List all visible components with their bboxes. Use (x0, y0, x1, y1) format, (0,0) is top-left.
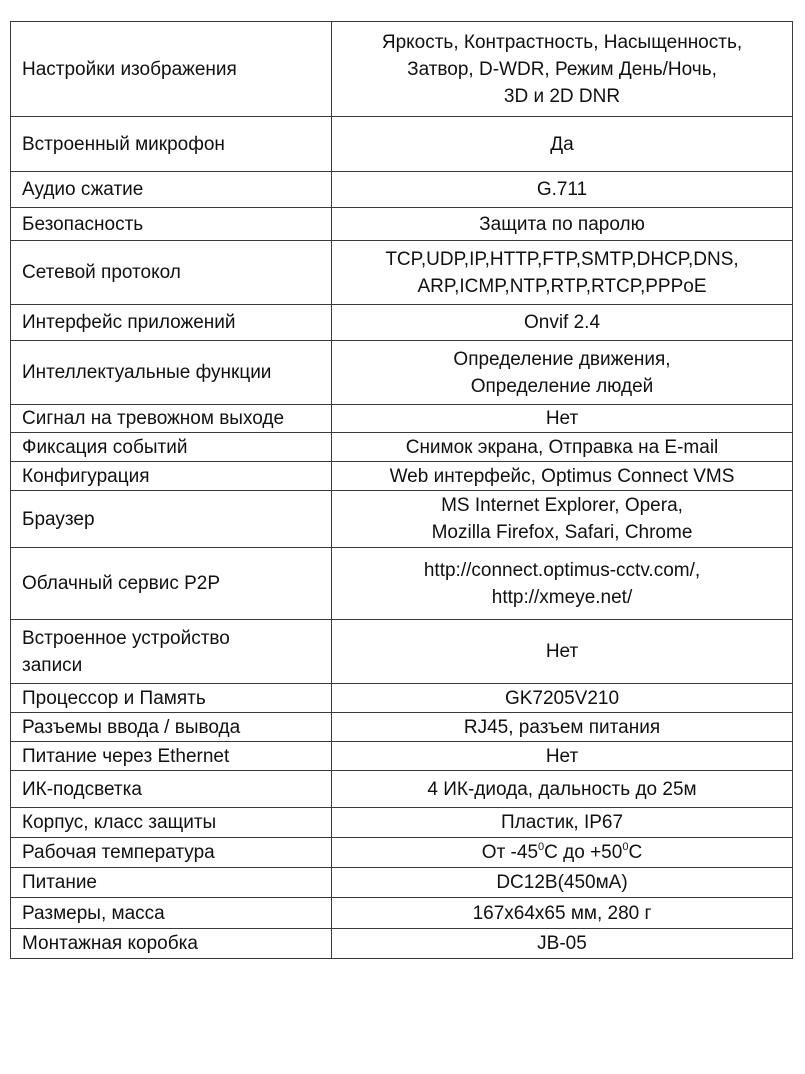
spec-value (332, 838, 793, 868)
spec-label: Интеллектуальные функции (11, 341, 332, 405)
table-row (11, 172, 793, 208)
spec-value-line: 3D и 2D DNR (503, 85, 621, 107)
spec-value (332, 620, 793, 684)
spec-value-line: http://xmeye.net/ (491, 586, 633, 608)
spec-value-line: Защита по паролю (479, 213, 645, 235)
temperature-middle: С до +50 (544, 842, 623, 863)
spec-value-line: Нет (545, 641, 579, 662)
spec-value (332, 172, 793, 208)
degree-superscript: 0 (538, 840, 545, 853)
spec-value-line: RJ45, разъем питания (463, 716, 661, 738)
spec-value-line: Яркость, Контрастность, Насыщенность, (381, 31, 743, 53)
table-row (11, 491, 793, 548)
spec-value-line: Web интерфейс, Optimus Connect VMS (389, 465, 735, 487)
table-row (11, 433, 793, 462)
spec-label: Сетевой протокол (11, 241, 332, 305)
spec-value-line: GK7205V210 (504, 687, 620, 709)
table-row (11, 868, 793, 898)
spec-value-line: G.711 (536, 179, 588, 200)
spec-value (332, 868, 793, 898)
spec-value (332, 742, 793, 771)
spec-value-line: JB-05 (537, 933, 587, 954)
table-row (11, 341, 793, 405)
table-row (11, 462, 793, 491)
spec-label: Безопасность (11, 208, 332, 241)
spec-value-line: Да (550, 133, 574, 155)
spec-value (332, 713, 793, 742)
spec-label: Настройки изображения (11, 22, 332, 117)
spec-value (332, 117, 793, 172)
table-row (11, 305, 793, 341)
spec-value (332, 808, 793, 838)
table-row (11, 742, 793, 771)
spec-value-line: DC12В(450мА) (496, 872, 628, 893)
spec-value (332, 491, 793, 548)
spec-value (332, 433, 793, 462)
spec-value (332, 929, 793, 959)
spec-label: Облачный сервис P2P (11, 548, 332, 620)
spec-value-line: 4 ИК-диода, дальность до 25м (427, 778, 697, 800)
table-row (11, 929, 793, 959)
spec-label: ИК-подсветка (11, 771, 332, 808)
spec-value-line: Определение движения, (453, 348, 671, 370)
spec-label: Питание через Ethernet (11, 742, 332, 771)
temperature-value (336, 839, 788, 866)
table-row (11, 684, 793, 713)
degree-superscript: 0 (622, 840, 629, 853)
spec-label: Размеры, масса (11, 898, 332, 929)
spec-label: Интерфейс приложений (11, 305, 332, 341)
spec-label: Конфигурация (11, 462, 332, 491)
spec-value (332, 405, 793, 433)
spec-label: Корпус, класс защиты (11, 808, 332, 838)
spec-value (332, 341, 793, 405)
spec-label: Сигнал на тревожном выходе (11, 405, 332, 433)
table-row (11, 548, 793, 620)
spec-value-line: TCP,UDP,IP,HTTP,FTP,SMTP,DHCP,DNS, (385, 248, 739, 270)
spec-value (332, 898, 793, 929)
spec-value-line: Снимок экрана, Отправка на E-mail (405, 436, 719, 458)
spec-value-line: MS Internet Explorer, Opera, (441, 495, 683, 516)
table-row (11, 405, 793, 433)
table-row (11, 22, 793, 117)
spec-label: Разъемы ввода / вывода (11, 713, 332, 742)
spec-value (332, 684, 793, 713)
spec-label: Браузер (11, 491, 332, 548)
spec-value-line: Нет (545, 745, 579, 767)
temperature-prefix: От -45 (481, 842, 539, 863)
spec-value (332, 241, 793, 305)
temperature-suffix: С (628, 842, 643, 863)
table-row (11, 208, 793, 241)
table-row (11, 808, 793, 838)
table-row (11, 771, 793, 808)
spec-label: Аудио сжатие (11, 172, 332, 208)
spec-label: Фиксация событий (11, 433, 332, 462)
spec-value-line: http://connect.optimus-cctv.com/, (423, 559, 701, 581)
spec-value (332, 305, 793, 341)
spec-label: Встроенный микрофон (11, 117, 332, 172)
spec-label: Рабочая температура (11, 838, 332, 868)
spec-value-line: Пластик, IP67 (500, 812, 624, 833)
spec-value (332, 548, 793, 620)
spec-value-line: Нет (545, 408, 579, 429)
spec-value-line: Mozilla Firefox, Safari, Chrome (431, 522, 693, 543)
spec-value-line: Onvif 2.4 (523, 312, 601, 333)
spec-value-line: 167x64x65 мм, 280 г (472, 902, 652, 924)
spec-label: Процессор и Память (11, 684, 332, 713)
spec-label: Питание (11, 868, 332, 898)
table-row (11, 898, 793, 929)
table-row (11, 241, 793, 305)
spec-label: Встроенное устройство записи (11, 620, 332, 684)
table-row (11, 838, 793, 868)
table-row (11, 713, 793, 742)
spec-value-line: Затвор, D-WDR, Режим День/Ночь, (407, 58, 717, 80)
spec-value (332, 22, 793, 117)
table-row (11, 117, 793, 172)
spec-value (332, 208, 793, 241)
specifications-table (10, 21, 793, 959)
spec-value-line: ARP,ICMP,NTP,RTP,RTCP,PPPoE (417, 275, 707, 297)
spec-value (332, 771, 793, 808)
spec-value (332, 462, 793, 491)
spec-value-line: Определение людей (470, 375, 654, 397)
spec-label: Монтажная коробка (11, 929, 332, 959)
table-row (11, 620, 793, 684)
